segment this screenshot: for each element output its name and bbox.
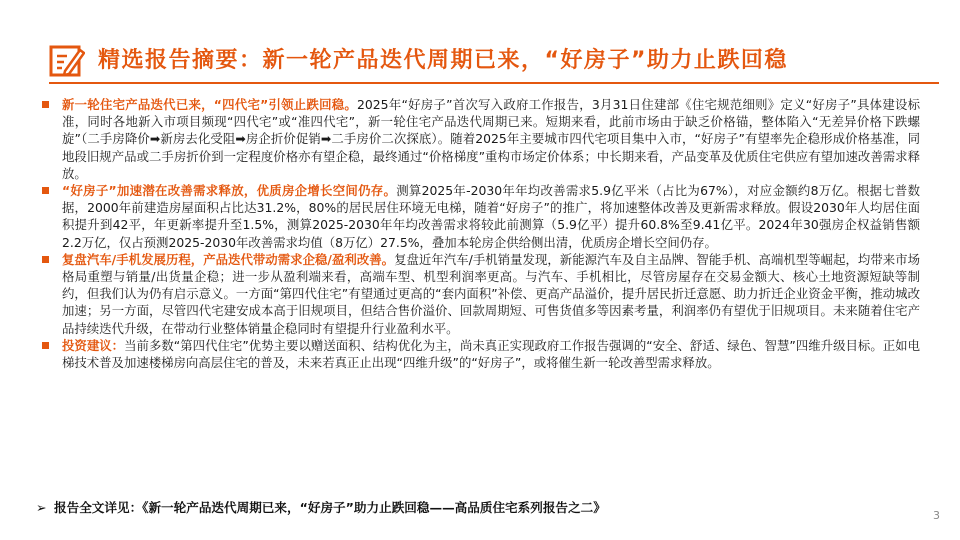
paragraph-text: 当前多数“第四代住宅”优势主要以赠送面积、结构优化为主，尚未真正实现政府工作报告强调的“安全、舒适、绿色、智慧”四维升级目标。正如电梯技术普及加速楼梯房向高层住宅的普及，未来若真正止出现“四维升级”的“好房子”，或将催生新一轮改善型需求释放。 [62, 337, 920, 371]
title-divider [49, 82, 939, 84]
summary-paragraph [40, 337, 920, 371]
full-report-link-text[interactable]: 报告全文详见：《新一轮产品迭代周期已来，“好房子”助力止跌回稳——高品质住宅系列报告之二》 [54, 500, 606, 515]
summary-paragraph [40, 182, 920, 251]
square-bullet-icon [42, 187, 49, 194]
summary-paragraph [40, 251, 920, 337]
edit-note-icon [49, 44, 85, 78]
header-icon [49, 44, 85, 78]
paragraph-text: 测算2025年-2030年年均改善需求5.9亿平米（占比为67%），对应金额约8万亿。根据七普数据，2000年前建造房屋面积占比达31.2%，80%的居民居住环境无电梯，随着“好房子”的推广，将加速整体改善及更新需求释放。假设2030年人均居住面积提升到42平，年更新率提升至1.5%，测算2025-2030年年均改善需求将较此前测算（5.9亿平）提升60.8%至9.41亿平。2024年30强房企权益销售额2.2万亿，仅占预测2025-2030年改善需求均值（8万亿）27.5%，叠加本轮房企供给侧出清，优质房企增长空间仍存。 [62, 183, 920, 250]
paragraph-lead: 投资建议： [62, 337, 125, 353]
square-bullet-icon [42, 342, 49, 349]
page-number: 3 [933, 509, 940, 522]
paragraph-lead: “好房子”加速潜在改善需求释放，优质房企增长空间仍存。 [62, 183, 397, 199]
paragraph-lead: 新一轮住宅产品迭代已来，“四代宅”引领止跌回稳。 [62, 97, 358, 112]
full-report-reference [36, 497, 916, 516]
square-bullet-icon [42, 101, 49, 108]
square-bullet-icon [42, 256, 49, 263]
arrow-bullet-icon: ➢ [36, 500, 47, 515]
paragraph-lead: 复盘汽车/手机发展历程，产品迭代带动需求企稳/盈利改善。 [62, 251, 395, 267]
summary-content [40, 96, 920, 371]
summary-paragraph [40, 96, 920, 182]
page-title: 精选报告摘要：新一轮产品迭代周期已来，“好房子”助力止跌回稳 [98, 48, 788, 73]
paragraph-text: 复盘近年汽车/手机销量发现，新能源汽车及自主品牌、智能手机、高端机型等崛起，均带来市场格局重塑与销量/出货量企稳；进一步从盈利端来看，高端车型、机型利润率更高。与汽车、手机相比，尽管房屋存在交易金额大、核心土地资源短缺等制约，但我们认为仍有启示意义。一方面“第四代住宅”有望通过更高的“套内面积”补偿、更高产品溢价，提升居民折迁意愿、助力折迁企业资金平衡，推动城改加速；另一方面，尽管四代宅建安成本高于旧规项目，但结合售价溢价、回款周期短、可售货值多等因素考量，利润率仍有望优于旧规项目。未来随着住宅产品持续迭代升级，在带动行业整体销量企稳同时有望提升行业盈利水平。 [62, 251, 920, 336]
paragraph-text: 2025年“好房子”首次写入政府工作报告，3月31日住建部《住宅规范细则》定义“好房子”具体建设标准，同时各地新入市项目频现“四代宅”或“准四代宅”，新一轮住宅产品迭代周期已来。短期来看，此前市场由于缺乏价格锚，整体陷入“无差异价格下跌螺旋”（二手房降价➡新房去化受阻➡房企折价促销➡二手房价二次探底）。随着2025年主要城市四代宅项目集中入市，“好房子”有望率先企稳形成价格基准，同地段旧规产品或二手房折价到一定程度价格亦有望企稳，最终通过“价格梯度”重构市场定价体系；中长期来看，产品变革及优质住宅供应有望加速改善需求释放。 [62, 97, 920, 181]
